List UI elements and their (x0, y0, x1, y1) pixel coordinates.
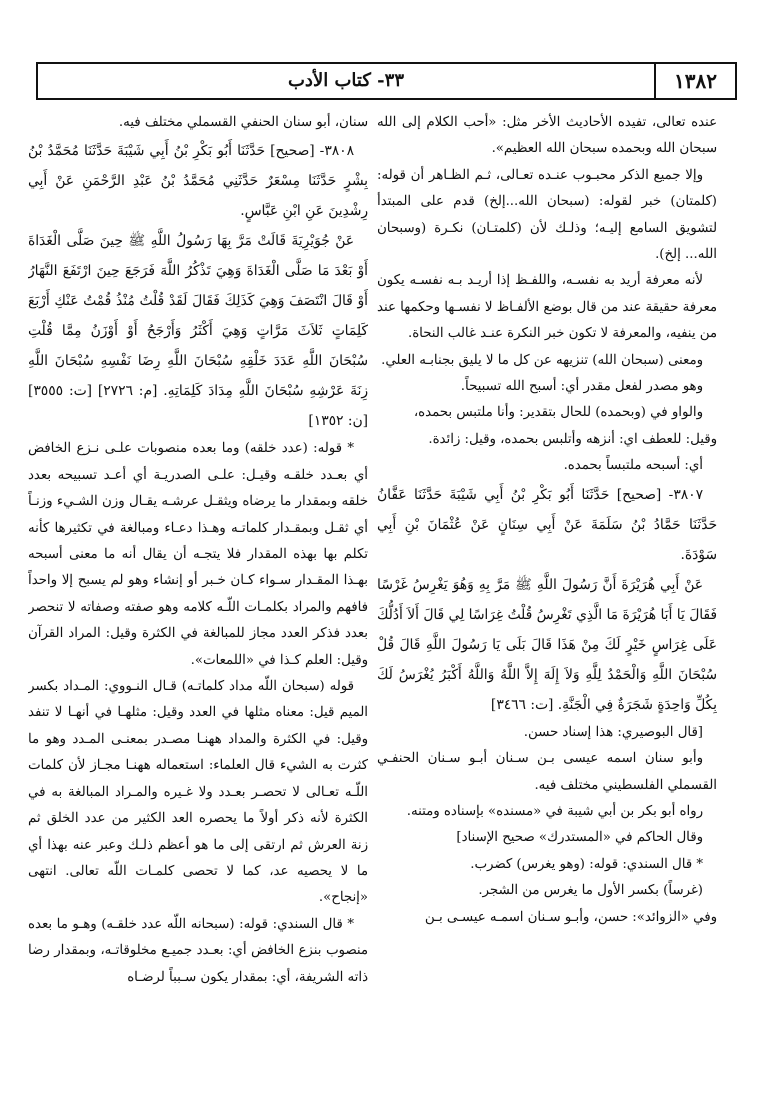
left-column (28, 110, 368, 1100)
commentary-paragraph: قوله (سبحان اللّه مداد كلماتـه) قـال النـووي: المـداد بكسر الميم قيل: معناه مثلها في العدد وقيل: مثلهـا في أنهـا لا تنفد وقيل: في الكثرة والمداد ههنـا مصـدر بمعنـى المـدد وهو ما كثرت به الشيء قال العلماء: استعماله ههنـا مجـاز لأن كلمات اللّـه تعـالى لا تحصـر بعـدد ولا غـيره والمـراد المبالغة به في الكثرة لأنه ذكر أولاً ما يحصره العد الكثير من عدد الخلق ثم زنة العرش ثم ارتقى إلى ما هو أعظم ذلـك وعبر عنه بهذا أي ما لا يحصيه عد، كما لا تحصى كلمـات اللّه تعالى. انتهى «إنجاح». (28, 679, 368, 906)
commentary-paragraph: * قال السندي: قوله: (سبحانه اللّه عدد خلقـه) وهـو ما بعده منصوب بنزع الخافض أي: بعـدد جميـع مخلوقاتـه، وبمقدار رضا ذاته الشريفة، أي: بمقدار يكون سـبباً لرضـاه (28, 916, 368, 985)
paragraph: لأنه معرفة أريد به نفسـه، واللفـظ إذا أريـد بـه نفسـه يكون معرفة حقيقة عند من قال بوضع الألفـاظ لا نفسـها وحكمها عند من ينفيه، والمعرفة لا تكون خبر النكرة عنـد غالب النحاة. (377, 273, 717, 342)
paragraph: رواه أبو بكر بن أبي شيبة في «مسنده» بإسناده ومتنه. (406, 803, 703, 819)
paragraph: (غرساً) بكسر الأول ما يغرس من الشجر. (478, 883, 703, 899)
paragraph: وإلا جميع الذكر محبـوب عنـده تعـالى، ثـم الظـاهر أن قوله: (كلمتان) خبر لقوله: (سبحان الله...إلخ) قدم على المبتدأ لتشويق السامع إليـه؛ وذلـك لأن (كلمتـان) نكـرة (وسبحان الله... إلخ). (377, 167, 717, 263)
commentary-paragraph: * قوله: (عدد خلقه) وما بعده منصوبات علـى نـزع الخافض أي بعـدد خلقـه وقيـل: علـى الصدريـة أي أعـد تسبيحه بعدد خلقه وبمقدار ما يرضاه ويثقـل عرشـه يقـال وزن الشـيء وزنـاً أي ثقـل وبمقـدار كلماتـه وهـذا دعـاء ومبالغة في تكثيرها كأنه تكلم بها بهذه المقدار فلا يتجـه أن يقال أنه ما معنى أسبحه بهـذا المقـدار سـواء كـان خـبر أو إنشاء وهو لم يسبح إلا واحداً فافهم والمراد بكلمـات اللّـه كلامه وهو صفته وصفاته لا تنحصر بعدد فذكر العدد مجاز للمبالغة في الكثرة وقيل: المراد القرآن وقيل: العلم كـذا في «اللمعات». (28, 441, 368, 668)
paragraph: عنده تعالى، تفيده الأحاديث الأخر مثل: «أحب الكلام إلى الله سبحان الله وبحمده سبحان الله العظيم». (377, 115, 717, 157)
page-header (36, 62, 737, 100)
hadith-isnad: ٣٨٠٧- [صحيح] حَدَّثَنَا أَبُو بَكْرِ بْنُ أَبِي شَيْبَةَ حَدَّثَنَا عَفَّانُ حَدَّثَنَا حَمَّادُ بْنُ سَلَمَةَ عَنْ أَبِي سِنَانٍ عَنْ عُثْمَانَ بْنِ أَبِي سَوْدَةَ. (377, 486, 717, 563)
paragraph: وقال الحاكم في «المستدرك» صحيح الإسناد] (456, 830, 703, 846)
hadith-text: عَنْ جُوَيْرِيَةَ قَالَتْ مَرَّ بِهَا رَسُولُ اللَّهِ ﷺ حِينَ صَلَّى الْغَدَاةَ أَوْ بَعْدَ مَا صَلَّى الْغَدَاةَ وَهِيَ تَذْكُرُ اللَّهَ فَرَجَعَ حِينَ ارْتَفَعَ النَّهَارُ أَوْ قَالَ انْتَصَفَ وَهِيَ كَذَلِكَ فَقَالَ لَقَدْ قُلْتُ مُنْذُ قُمْتُ عَنْكِ أَرْبَعَ كَلِمَاتٍ ثَلاَثَ مَرَّاتٍ وَهِيَ أَكْثَرُ وَأَرْجَحُ أَوْ أَوْزَنُ مِمَّا قُلْتِ سُبْحَانَ اللَّهِ عَدَدَ خَلْقِهِ سُبْحَانَ اللَّهِ رِضَا نَفْسِهِ سُبْحَانَ اللَّهِ زِنَةَ عَرْشِهِ سُبْحَانَ اللَّهِ مِدَادَ كَلِمَاتِهِ. [م: ٢٧٢٦] [ت: ٣٥٥٥] [ن: ١٣٥٢] (28, 233, 368, 430)
paragraph: وفي «الزوائد»: حسن، وأبـو سـنان اسمـه عيسـى بـن (424, 909, 717, 925)
paragraph: وأبو سنان اسمه عيسى بـن سـنان أبـو سـنان الحنفـي القسملي الفلسطيني مختلف فيه. (377, 751, 717, 793)
paragraph: * قال السندي: قوله: (وهو يغرس) كضرب. (470, 856, 703, 872)
paragraph: وقيل: للعطف اي: أنزهه وأتلبس بحمده، وقيل: زائدة. (428, 431, 717, 447)
hadith-text: عَنْ أَبِي هُرَيْرَةَ أَنَّ رَسُولَ اللَّهِ ﷺ مَرَّ بِهِ وَهُوَ يَغْرِسُ غَرْسًا فَقَالَ يَا أَبَا هُرَيْرَةَ مَا الَّذِي تَغْرِسُ قُلْتُ غِرَاسًا لِي قَالَ أَلاَ أَدُلُّكَ عَلَى غِرَاسٍ خَيْرٍ لَكَ مِنْ هَذَا قَالَ بَلَى يَا رَسُولَ اللَّهِ قَالَ قُلْ سُبْحَانَ اللَّهِ وَالْحَمْدُ لِلَّهِ وَلاَ إِلَهَ إِلاَّ اللَّهُ وَاللَّهُ أَكْبَرُ يُغْرَسُ لَكَ بِكُلِّ وَاحِدَةٍ شَجَرَةٌ فِي الْجَنَّةِ. [ت: ٣٤٦٦] (377, 576, 717, 713)
page-number: ١٣٨٢ (654, 64, 735, 98)
paragraph: أي: أسبحه ملتبساً بحمده. (563, 458, 703, 474)
paragraph: ومعنى (سبحان الله) تنزيهه عن كل ما لا يليق بجنابـه العلي. (381, 352, 703, 368)
paragraph: [قال البوصيري: هذا إسناد حسن. (523, 724, 703, 740)
paragraph: سنان، أبو سنان الحنفي القسملي مختلف فيه. (118, 115, 368, 130)
hadith-isnad: ٣٨٠٨- [صحيح] حَدَّثَنَا أَبُو بَكْرِ بْنُ أَبِي شَيْبَةَ حَدَّثَنَا مُحَمَّدُ بْنُ بِشْرٍ حَدَّثَنَا مِسْعَرٌ حَدَّثَنِي مُحَمَّدُ بْنُ عَبْدِ الرَّحْمَنِ عَنْ أَبِي رِشْدِينَ عَنِ ابْنِ عَبَّاسٍ. (28, 143, 368, 220)
paragraph: وهو مصدر لفعل مقدر أي: أسبح الله تسبيحاً. (460, 379, 703, 395)
right-column (377, 110, 717, 1100)
chapter-title: ٣٣- كتاب الأدب (287, 70, 404, 91)
paragraph: والواو في (وبحمده) للحال بتقدير: وأنا ملتبس بحمده، (413, 405, 703, 421)
